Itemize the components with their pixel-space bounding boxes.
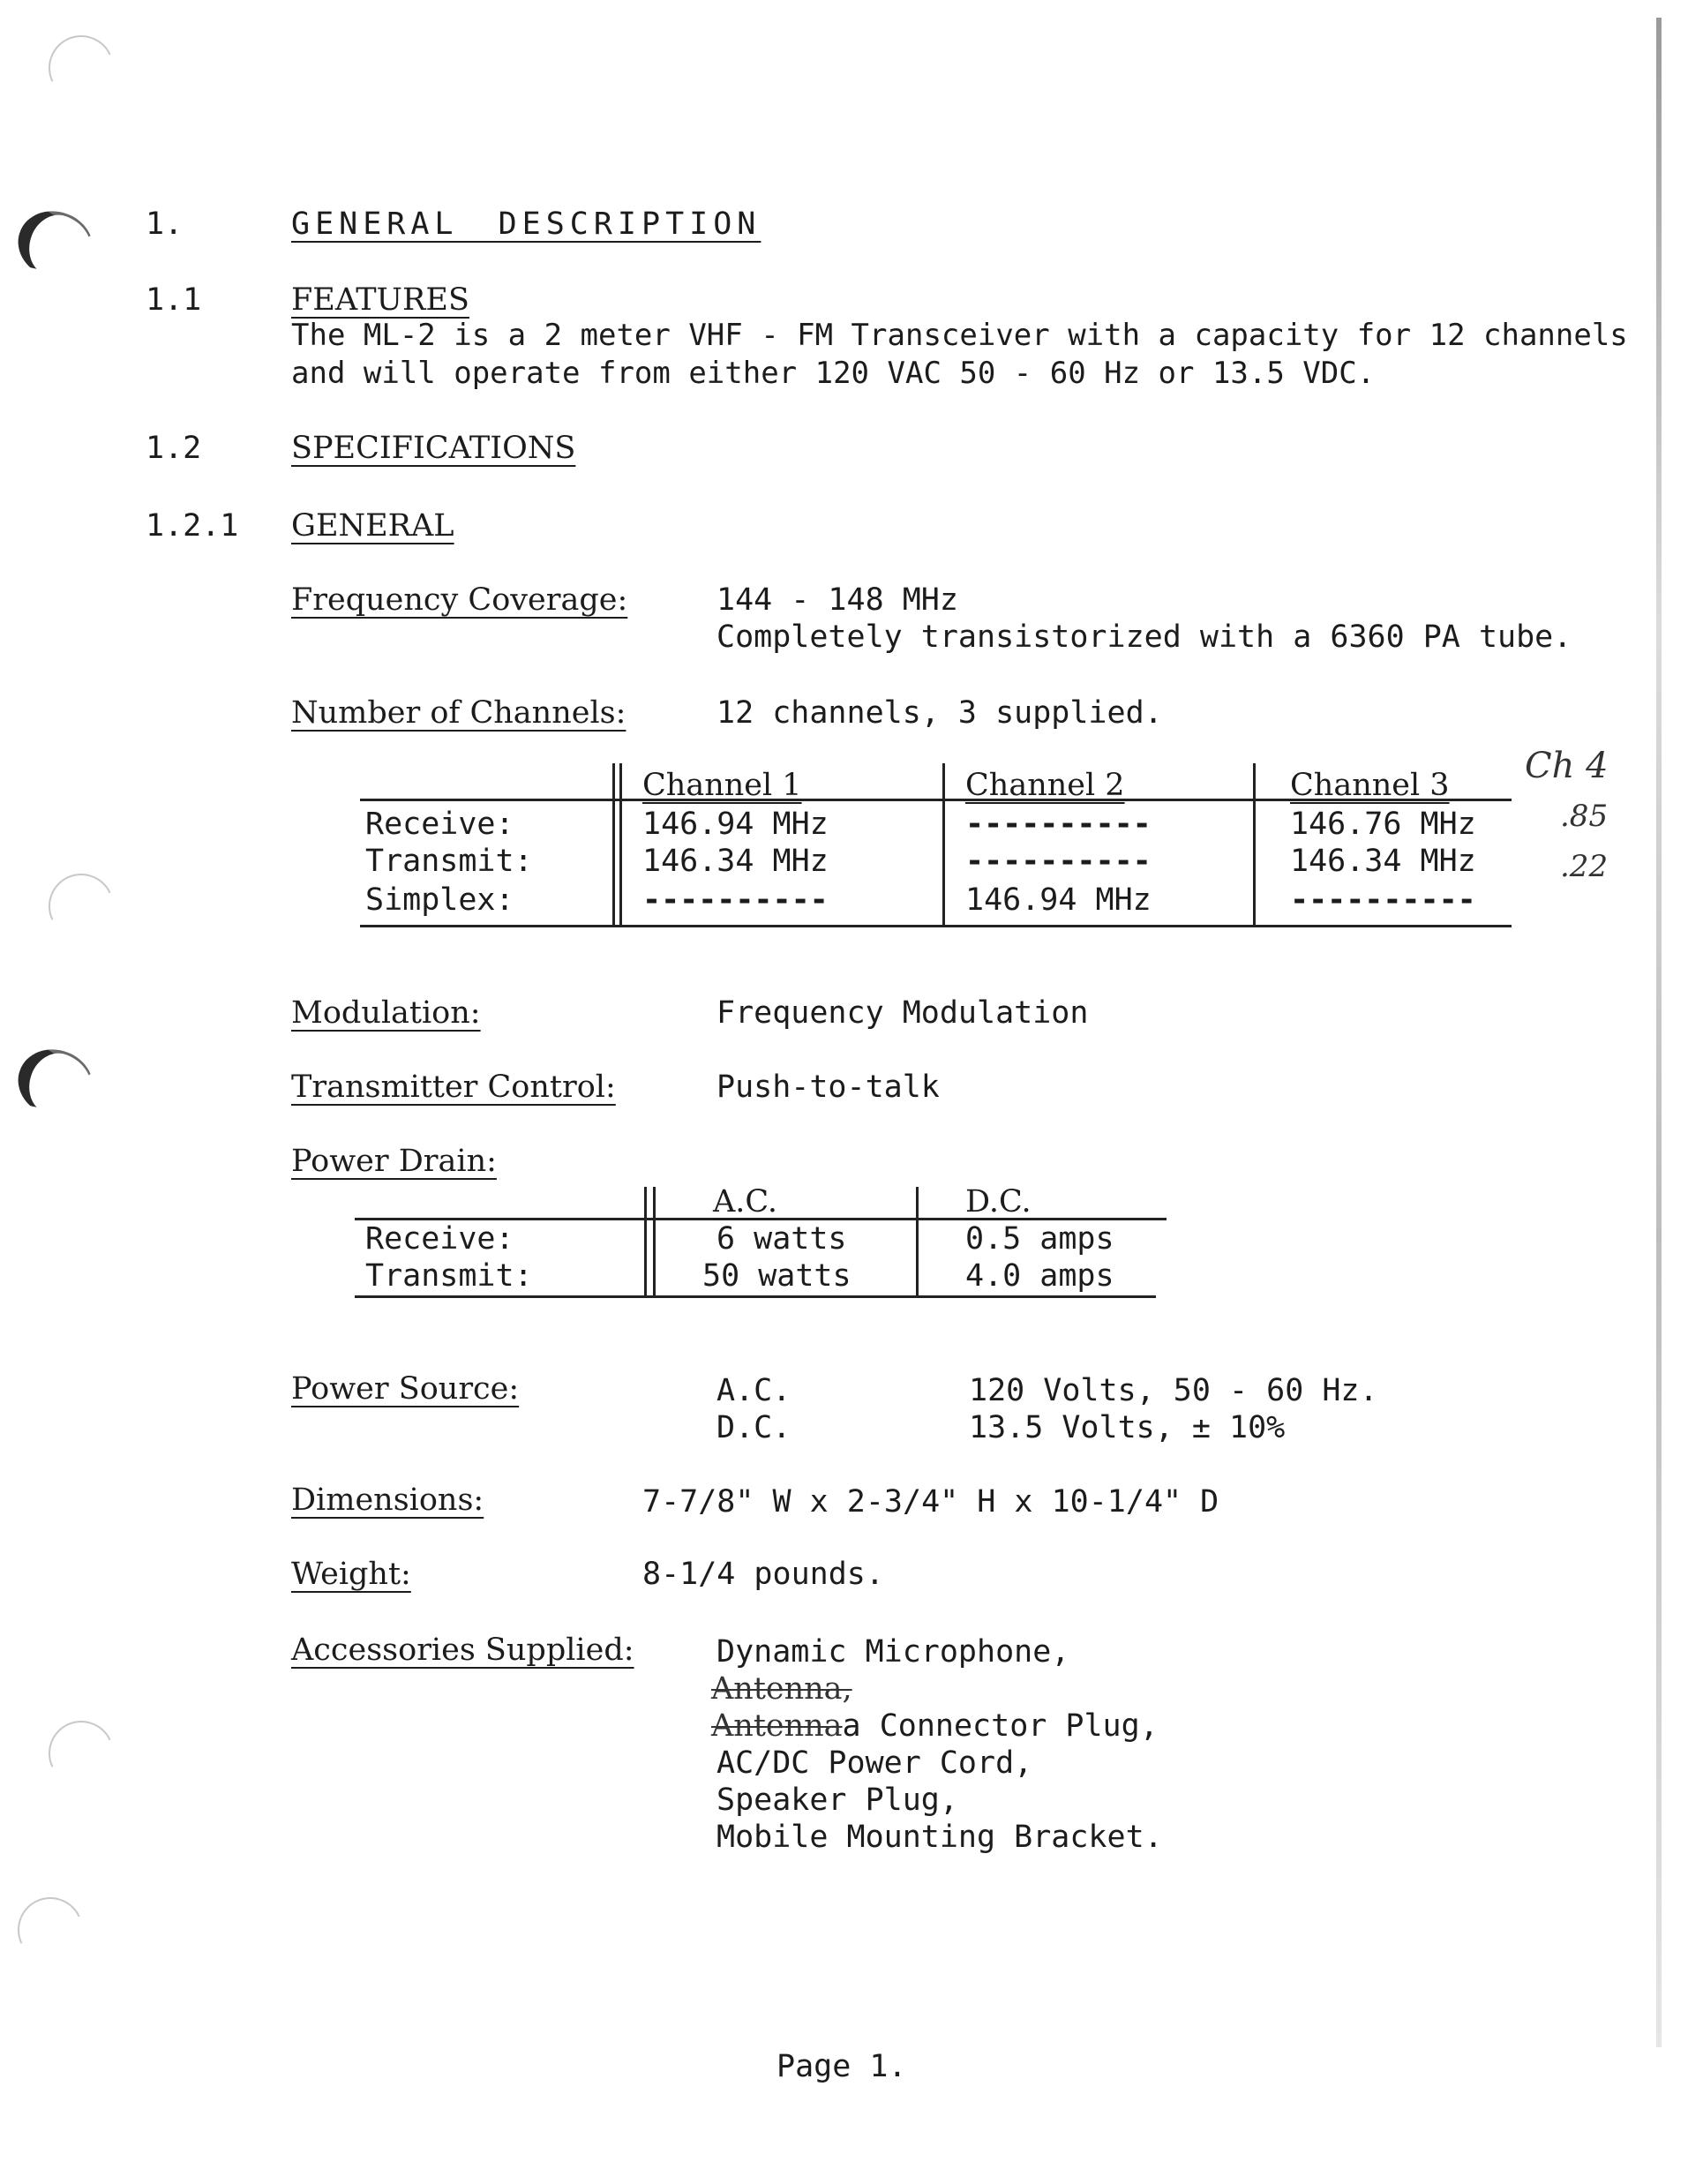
row-label: Transmit: <box>365 844 533 879</box>
general-heading: GENERAL <box>291 508 454 544</box>
power-source-value: 120 Volts, 50 - 60 Hz. <box>969 1373 1378 1408</box>
binder-hole <box>40 26 124 110</box>
binder-hole <box>9 1039 102 1128</box>
accessory-item-connector <box>711 1707 1159 1745</box>
row-label: Transmit: <box>365 1258 533 1294</box>
handwritten-note: .22 <box>1560 849 1609 884</box>
table-cell: 0.5 amps <box>965 1221 1114 1257</box>
dimensions-value: 7-7/8" W x 2-3/4" H x 10-1/4" D <box>642 1484 1219 1520</box>
accessory-struck-word: Antenna <box>711 1708 843 1744</box>
accessory-remaining-text: a Connector Plug, <box>842 1708 1159 1744</box>
handwritten-note: Ch 4 <box>1525 746 1609 786</box>
table-cell: ---------- <box>965 844 1152 879</box>
row-label: Receive: <box>365 807 514 842</box>
features-number: 1.1 <box>146 282 202 318</box>
weight-value: 8-1/4 pounds. <box>642 1557 884 1592</box>
table-cell: ---------- <box>1290 882 1476 918</box>
table-cell: 146.34 MHz <box>1290 844 1476 879</box>
channel-header: Channel 2 <box>965 768 1125 803</box>
power-source-value: 13.5 Volts, ± 10% <box>969 1410 1286 1445</box>
power-source-type: D.C. <box>716 1410 791 1445</box>
table-cell: 146.94 MHz <box>642 807 829 842</box>
features-line-2: and will operate from either 120 VAC 50 - 60 Hz or 13.5 VDC. <box>291 356 1376 391</box>
features-line-1: The ML-2 is a 2 meter VHF - FM Transceiver with a capacity for 12 channels <box>291 318 1628 353</box>
table-cell: 146.76 MHz <box>1290 807 1476 842</box>
table-cell: 6 watts <box>716 1221 847 1257</box>
channels-value: 12 channels, 3 supplied. <box>716 695 1163 731</box>
page-number: Page 1. <box>776 2049 907 2084</box>
table-cell: 146.34 MHz <box>642 844 829 879</box>
frequency-value-1: 144 - 148 MHz <box>716 582 958 618</box>
general-number: 1.2.1 <box>146 508 239 544</box>
dimensions-label: Dimensions: <box>291 1482 484 1518</box>
power-header: D.C. <box>965 1184 1032 1220</box>
power-source-type: A.C. <box>716 1373 791 1408</box>
channel-header: Channel 1 <box>642 768 802 803</box>
table-cell: 4.0 amps <box>965 1258 1114 1294</box>
frequency-value-2: Completely transistorized with a 6360 PA tube. <box>716 619 1572 655</box>
section-title: GENERAL DESCRIPTION <box>291 206 761 242</box>
accessory-item: Dynamic Microphone, <box>716 1634 1070 1670</box>
scan-edge <box>1656 18 1662 2047</box>
transmitter-control-label: Transmitter Control: <box>291 1069 616 1105</box>
binder-hole <box>9 1888 93 1972</box>
specs-number: 1.2 <box>146 431 202 466</box>
table-cell: 146.94 MHz <box>965 882 1152 918</box>
binder-hole <box>40 1712 124 1796</box>
table-cell: ---------- <box>965 807 1152 842</box>
accessory-item: Mobile Mounting Bracket. <box>716 1820 1163 1855</box>
accessory-item: Speaker Plug, <box>716 1782 958 1818</box>
power-source-label: Power Source: <box>291 1371 520 1407</box>
features-heading: FEATURES <box>291 282 469 318</box>
table-cell: 50 watts <box>702 1258 852 1294</box>
power-drain-label: Power Drain: <box>291 1144 497 1179</box>
accessory-item-struck: Antenna, <box>711 1671 852 1707</box>
handwritten-note: .85 <box>1560 799 1609 834</box>
row-label: Receive: <box>365 1221 514 1257</box>
channels-label: Number of Channels: <box>291 695 626 731</box>
channel-header: Channel 3 <box>1290 768 1450 803</box>
specs-heading: SPECIFICATIONS <box>291 431 576 466</box>
frequency-label: Frequency Coverage: <box>291 582 628 618</box>
transmitter-control-value: Push-to-talk <box>716 1069 940 1105</box>
accessory-item: AC/DC Power Cord, <box>716 1745 1033 1781</box>
table-cell: ---------- <box>642 882 829 918</box>
accessories-label: Accessories Supplied: <box>291 1632 634 1668</box>
modulation-label: Modulation: <box>291 995 481 1031</box>
power-header: A.C. <box>713 1184 778 1220</box>
binder-hole <box>40 865 124 949</box>
binder-hole <box>9 201 102 289</box>
row-label: Simplex: <box>365 882 514 918</box>
weight-label: Weight: <box>291 1557 411 1592</box>
section-number: 1. <box>146 206 184 242</box>
modulation-value: Frequency Modulation <box>716 995 1089 1031</box>
